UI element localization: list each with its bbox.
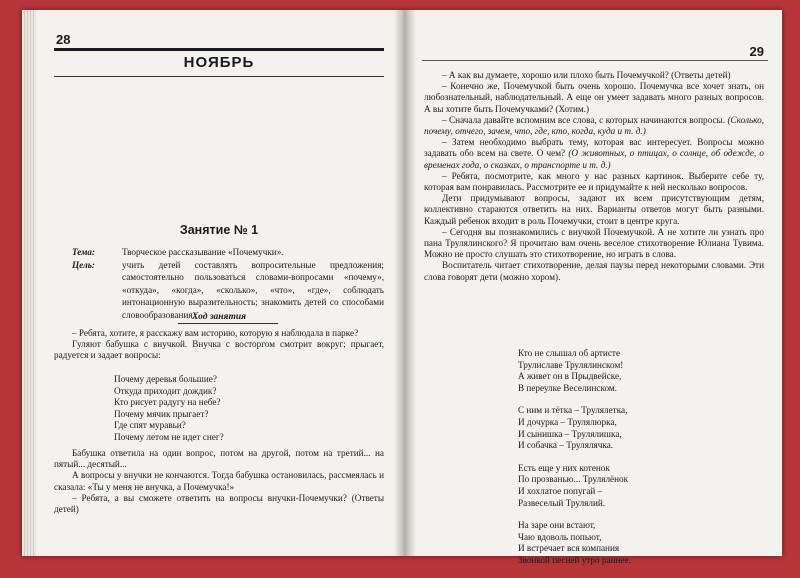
poem-line: Есть еще у них котенок — [518, 462, 610, 473]
question-line: Почему мячик прыгает? — [114, 408, 209, 419]
paragraph: Бабушка ответила на один вопрос, потом на другой, потом на третий... на пятый... десятый... — [54, 448, 384, 470]
question-line: Откуда приходит дождик? — [114, 385, 217, 396]
poem-line: И хохлатое попугай – — [518, 485, 603, 496]
paragraph: – Конечно же, Почемучкой быть очень хорошо. Почемучка все хочет знать, он любознательный, наблюдательный. А еще он умеет задавать много разных вопросов. А вы хотите быть Почемучками? (Хотим.) — [424, 81, 764, 114]
left-page — [44, 10, 392, 556]
goals-value: учить детей составлять вопросительные предложения; самостоятельно пользоваться словами-вопросами «почему», «откуда», «когда», «сколько», «что», «где», соблюдать интонационную выразительность; знакомить детей со способами словообразования. — [122, 259, 384, 320]
right-body — [424, 70, 764, 283]
poem-line: И сынишка – Трулялишка, — [518, 428, 622, 439]
poem-line: В переулке Веселинском. — [518, 382, 617, 393]
paragraph: Дети придумывают вопросы, задают их всем присутствующим детям, коллективно стараются ответить на них. Варианты ответов могут быть разными. Каждый ребенок входит в роль Почемучки, стоит в центре круга. — [424, 193, 764, 226]
paragraph: Воспитатель читает стихотворение, делая паузы перед некоторыми словами. Эти слова говорят дети (можно хором). — [424, 260, 764, 282]
poem-stanza — [518, 463, 631, 509]
paragraph-text: – Сначала давайте вспомним все слова, с которых начинаются вопросы. — [442, 114, 728, 125]
page-edges — [22, 10, 36, 556]
topic-row — [72, 246, 384, 259]
poem-line: А живет он в Прыдвейске, — [518, 371, 622, 382]
paragraph: Гуляют бабушка с внучкой. Внучка с восторгом смотрит вокруг; прыгает, радуется и задает вопросы: — [54, 339, 384, 361]
lesson-meta — [72, 246, 384, 321]
poem-stanza — [518, 348, 631, 394]
paragraph: – Сегодня вы познакомились с внучкой Почемучкой. А не хотите ли узнать про пана Трулялинского? Я прочитаю вам очень веселое стихотворение Юлиана Тувима. Можно не просто слушать это стихотворение, но играть в слова. — [424, 226, 764, 260]
poem-line: На заре они встают, — [518, 520, 596, 531]
poem-line: Трулиславе Трулялинском! — [518, 359, 624, 370]
page-number-right: 29 — [749, 44, 764, 59]
header-rule-right — [422, 60, 768, 61]
poem-line: Кто не слышал об артисте — [518, 348, 621, 358]
poem-line: Чаю вдоволь попьют, — [518, 531, 602, 542]
question-line: Где спят муравьи? — [114, 420, 186, 431]
poem-stanza — [518, 520, 631, 566]
question-line: Почему деревья большие? — [114, 374, 217, 384]
poem-line: И встречает вся компания — [518, 543, 620, 554]
topic-label: Тема: — [72, 247, 96, 257]
paragraph-italic: (О животных, о птицах, о солнце, об одежде, о временах года, о сказках, о транспорте и т. д.) — [424, 148, 764, 170]
poem — [518, 348, 631, 578]
book-gutter — [394, 10, 416, 556]
paragraph — [424, 115, 764, 137]
paragraph-italic: (Сколько, почему, отчего, зачем, что, где, кто, когда, куда и т. д.) — [424, 114, 764, 137]
lesson-title: Занятие № 1 — [179, 223, 259, 237]
paragraph: А вопросы у внучки не кончаются. Тогда бабушка остановилась, рассмеялась и сказала: «Ты у меня не внучка, а Почемучка!» — [54, 470, 384, 492]
paragraph: – Ребята, хотите, я расскажу вам историю, которую я наблюдала в парке? — [72, 328, 359, 338]
poem-line: И дочурка – Трулялюрка, — [518, 416, 617, 427]
right-page — [420, 10, 770, 565]
paragraph — [424, 137, 764, 171]
poem-line: И собачка – Трулялячка. — [518, 440, 614, 451]
poem-line: Развеселый Трулялий. — [518, 497, 606, 508]
poem-line: По прозванью... Трулялёнок — [518, 474, 629, 485]
goals-label: Цель: — [72, 259, 95, 270]
book-spread — [22, 10, 782, 565]
paragraph: – А как вы думаете, хорошо или плохо быть Почемучкой? (Ответы детей) — [442, 70, 731, 80]
question-list — [114, 374, 224, 444]
paragraph: – Ребята, посмотрите, как много у нас разных картинок. Выберите себе ту, которая вам понравилась. Рассмотрите ее и придумайте к ней несколько вопросов. — [424, 170, 764, 193]
month-title: НОЯБРЬ — [183, 54, 255, 71]
month-rule — [54, 76, 384, 77]
course-heading: Ход занятия — [191, 312, 247, 322]
poem-line: Звонкой песней утро раннее. — [518, 554, 631, 565]
question-line: Кто рисует радугу на небе? — [114, 397, 221, 408]
poem-stanza — [518, 405, 631, 451]
poem-line: С ним и тётка – Трулялетка, — [518, 405, 628, 416]
story-intro — [54, 328, 384, 362]
page-number-left: 28 — [56, 32, 71, 47]
paragraph-text: – Затем необходимо выбрать тему, которая вас интересует. Вопросы можно задавать обо всем на свете. О чем? — [424, 137, 764, 159]
question-line: Почему летом не идет снег? — [114, 431, 224, 442]
header-rule — [54, 48, 384, 51]
topic-value: Творческое рассказывание «Почемучки». — [122, 247, 284, 257]
paragraph: – Ребята, а вы сможете ответить на вопросы внучки-Почемучки? (Ответы детей) — [54, 492, 384, 515]
course-heading-rule — [178, 323, 278, 324]
story-outro — [54, 448, 384, 515]
